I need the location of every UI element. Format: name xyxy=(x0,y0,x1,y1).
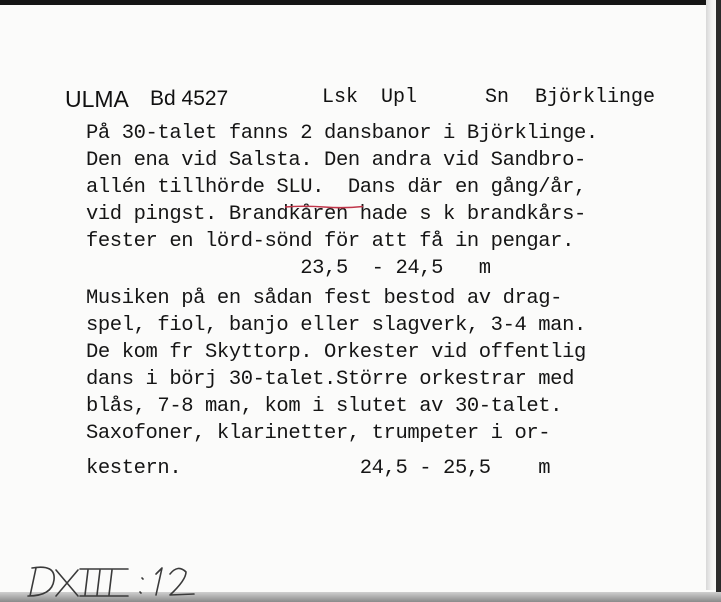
parish-name: Björklinge xyxy=(535,86,656,109)
card-top-edge xyxy=(0,0,721,5)
region-upl: Upl xyxy=(381,86,418,109)
text-line: Den ena vid Salsta. Den andra vid Sandbro- xyxy=(86,149,586,172)
text-line: Musiken på en sådan fest bestod av drag- xyxy=(86,287,563,310)
archive-code: ULMA xyxy=(65,86,129,112)
text-line: På 30-talet fanns 2 dansbanor i Björklinge. xyxy=(86,122,598,145)
text-line: allén tillhörde SLU. Dans där en gång/år, xyxy=(86,176,586,199)
text-line: spel, fiol, banjo eller slagverk, 3-4 man. xyxy=(86,314,586,337)
handwritten-signature xyxy=(22,558,212,602)
text-line-timing: kestern. 24,5 - 25,5 m xyxy=(86,457,551,480)
parish-label: Sn xyxy=(485,86,510,109)
card-right-edge xyxy=(716,0,721,602)
text-line: dans i börj 30-talet.Större orkestrar med xyxy=(86,368,574,391)
red-underline-mark xyxy=(284,204,364,210)
region-lsk: Lsk xyxy=(322,86,359,109)
text-line: De kom fr Skyttorp. Orkester vid offentlig xyxy=(86,341,586,364)
text-line: fester en lörd-sönd för att få in pengar. xyxy=(86,230,574,253)
text-line: Saxofoner, klarinetter, trumpeter i or- xyxy=(86,422,551,445)
text-line-timing: 23,5 - 24,5 m xyxy=(86,257,491,280)
text-line: blås, 7-8 man, kom i slutet av 30-talet. xyxy=(86,395,563,418)
reference-number: Bd 4527 xyxy=(150,87,229,110)
text-line: vid pingst. Brandkåren hade s k brandkårs- xyxy=(86,203,586,226)
